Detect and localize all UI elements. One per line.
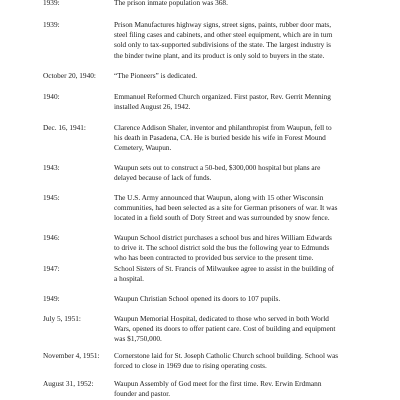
entry-date: 1945:	[43, 193, 60, 202]
entry-text	[114, 71, 364, 81]
entry-text-line: “The Pioneers” is dedicated.	[114, 71, 198, 80]
entry-text-line: Clarence Addison Shaler, inventor and philanthropist from Waupun, fell to	[114, 123, 332, 132]
entry-text	[114, 264, 364, 284]
entry-text	[114, 314, 364, 345]
entry-text	[114, 0, 364, 8]
entry-text-line: delayed because of lack of funds.	[114, 173, 212, 183]
entry-text	[114, 163, 364, 183]
entry-date: Dec. 16, 1941:	[43, 123, 86, 132]
entry-date: July 5, 1951:	[43, 314, 81, 323]
entry-date: 1949:	[43, 294, 60, 303]
entry-text-line: was $1,750,000.	[114, 334, 162, 344]
entry-text-line: Waupun sets out to construct a 50-bed, $300,000 hospital but plans are	[114, 163, 321, 172]
entry-text-line: Emmanuel Reformed Church organized. First pastor, Rev. Gerrit Menning	[114, 92, 331, 101]
entry-text-line: Prison Manufactures highway signs, street signs, paints, rubber door mats,	[114, 20, 332, 29]
entry-text-line: The prison inmate population was 368.	[114, 0, 228, 7]
entry-text-line: located in a field south of Doty Street and was surrounded by snow fence.	[114, 213, 330, 223]
entry-text-line: Cornerstone laid for St. Joseph Catholic Church school building. School was	[114, 351, 339, 360]
entry-text	[114, 233, 364, 264]
entry-text-line: Wars, opened its doors to offer patient care. Cost of building and equipment	[114, 324, 336, 334]
entry-text-line: his death in Pasadena, CA. He is buried beside his wife in Forest Mound	[114, 133, 326, 143]
entry-text	[114, 379, 364, 399]
entry-text-line: Waupun Christian School opened its doors to 107 pupils.	[114, 294, 281, 303]
entry-text-line: steel filing cases and cabinets, and other steel equipment, which are in turn	[114, 30, 333, 40]
entry-text-line: The U.S. Army announced that Waupun, along with 15 other Wisconsin	[114, 193, 324, 202]
entry-date: October 20, 1940:	[43, 71, 96, 80]
entry-text	[114, 351, 364, 371]
entry-text	[114, 123, 364, 154]
entry-date: 1943:	[43, 163, 60, 172]
entry-text-line: who has been contracted to provided bus service to the present time.	[114, 253, 314, 263]
entry-text-line: installed August 26, 1942.	[114, 102, 191, 112]
entry-text-line: forced to close in 1969 due to rising operating costs.	[114, 361, 267, 371]
entry-text-line: the binder twine plant, and its product is only sold to buyers in the state.	[114, 50, 325, 60]
entry-text-line: founder and pastor.	[114, 389, 171, 399]
entry-text-line: communities, had been selected as a site for German prisoners of war. It was	[114, 203, 338, 213]
entry-text-line: sold only to tax-supported subdivisions of the state. The largest industry is	[114, 40, 331, 50]
entry-date: 1939:	[43, 0, 60, 7]
entry-text-line: Waupun Assembly of God meet for the first time. Rev. Erwin Erdmann	[114, 379, 322, 388]
entry-date: 1947:	[43, 264, 60, 273]
entry-text	[114, 20, 364, 61]
entry-text	[114, 294, 364, 304]
entry-date: 1940:	[43, 92, 60, 101]
entry-date: 1946:	[43, 233, 60, 242]
entry-date: August 31, 1952:	[43, 379, 94, 388]
entry-text	[114, 92, 364, 112]
entry-date: November 4, 1951:	[43, 351, 100, 360]
entry-text-line: Cemetery, Waupun.	[114, 143, 172, 153]
entry-text	[114, 193, 364, 224]
entry-text-line: to drive it. The school district sold the bus the following year to Edmunds	[114, 243, 330, 253]
entry-text-line: School Sisters of St. Francis of Milwaukee agree to assist in the building of	[114, 264, 335, 273]
entry-text-line: Waupun Memorial Hospital, dedicated to those who served in both World	[114, 314, 329, 323]
entry-date: 1939:	[43, 20, 60, 29]
entry-text-line: Waupun School district purchases a school bus and hires William Edwards	[114, 233, 332, 242]
entry-text-line: a hospital.	[114, 274, 144, 284]
